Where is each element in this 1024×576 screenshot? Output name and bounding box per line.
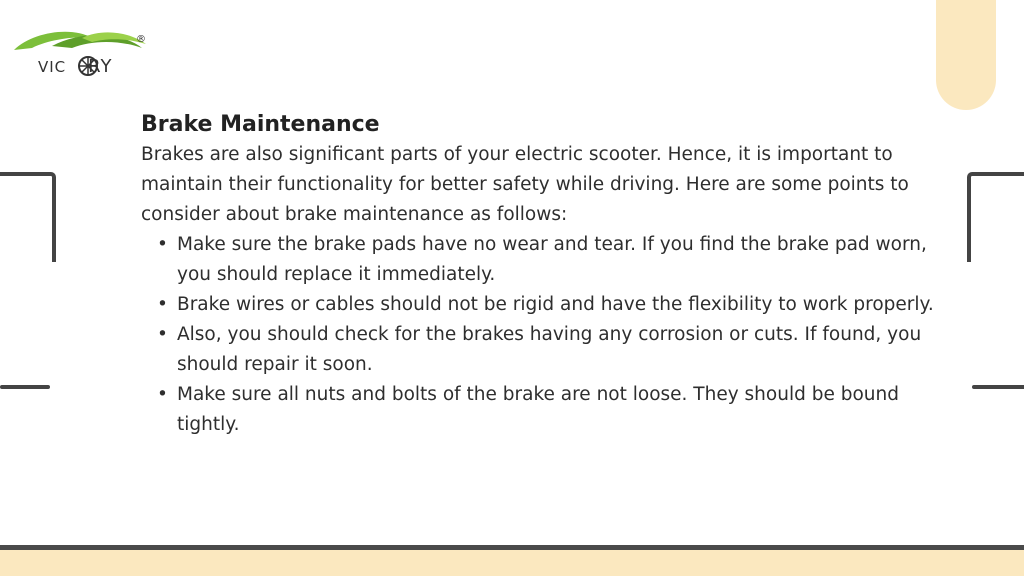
content-section bbox=[141, 110, 941, 440]
logo-suffix: RY bbox=[88, 56, 113, 77]
list-item bbox=[141, 320, 941, 380]
list-item bbox=[141, 230, 941, 290]
frame-bracket-left-top bbox=[0, 172, 56, 262]
bullet-icon: • bbox=[157, 324, 168, 345]
frame-bracket-right-top bbox=[967, 172, 1024, 262]
list-item bbox=[141, 380, 941, 440]
bottom-band bbox=[0, 550, 1024, 576]
bullet-icon: • bbox=[157, 294, 168, 315]
frame-bracket-right-bottom bbox=[972, 385, 1024, 389]
decorative-top-tab bbox=[936, 0, 996, 110]
bullet-icon: • bbox=[157, 234, 168, 255]
intro-paragraph: Brakes are also significant parts of your electric scooter. Hence, it is important to maintain their functionality for better safety while driving. Here are some points to consider about brake maintenance as follows: bbox=[141, 144, 909, 225]
list-item-text: Make sure all nuts and bolts of the brake are not loose. They should be bound tightly. bbox=[177, 384, 899, 435]
registered-mark: ® bbox=[136, 34, 146, 45]
list-item bbox=[141, 290, 941, 320]
list-item-text: Brake wires or cables should not be rigid and have the flexibility to work properly. bbox=[177, 294, 934, 315]
maintenance-points bbox=[141, 230, 941, 440]
bullet-icon: • bbox=[157, 384, 168, 405]
logo-wordmark bbox=[38, 56, 113, 77]
victory-logo bbox=[12, 26, 152, 82]
section-title: Brake Maintenance bbox=[141, 112, 380, 137]
list-item-text: Make sure the brake pads have no wear and tear. If you find the brake pad worn, you should replace it immediately. bbox=[177, 234, 927, 285]
logo-prefix: VIC bbox=[38, 58, 67, 76]
list-item-text: Also, you should check for the brakes having any corrosion or cuts. If found, you should repair it soon. bbox=[177, 324, 922, 375]
frame-bracket-left-bottom bbox=[0, 385, 50, 389]
